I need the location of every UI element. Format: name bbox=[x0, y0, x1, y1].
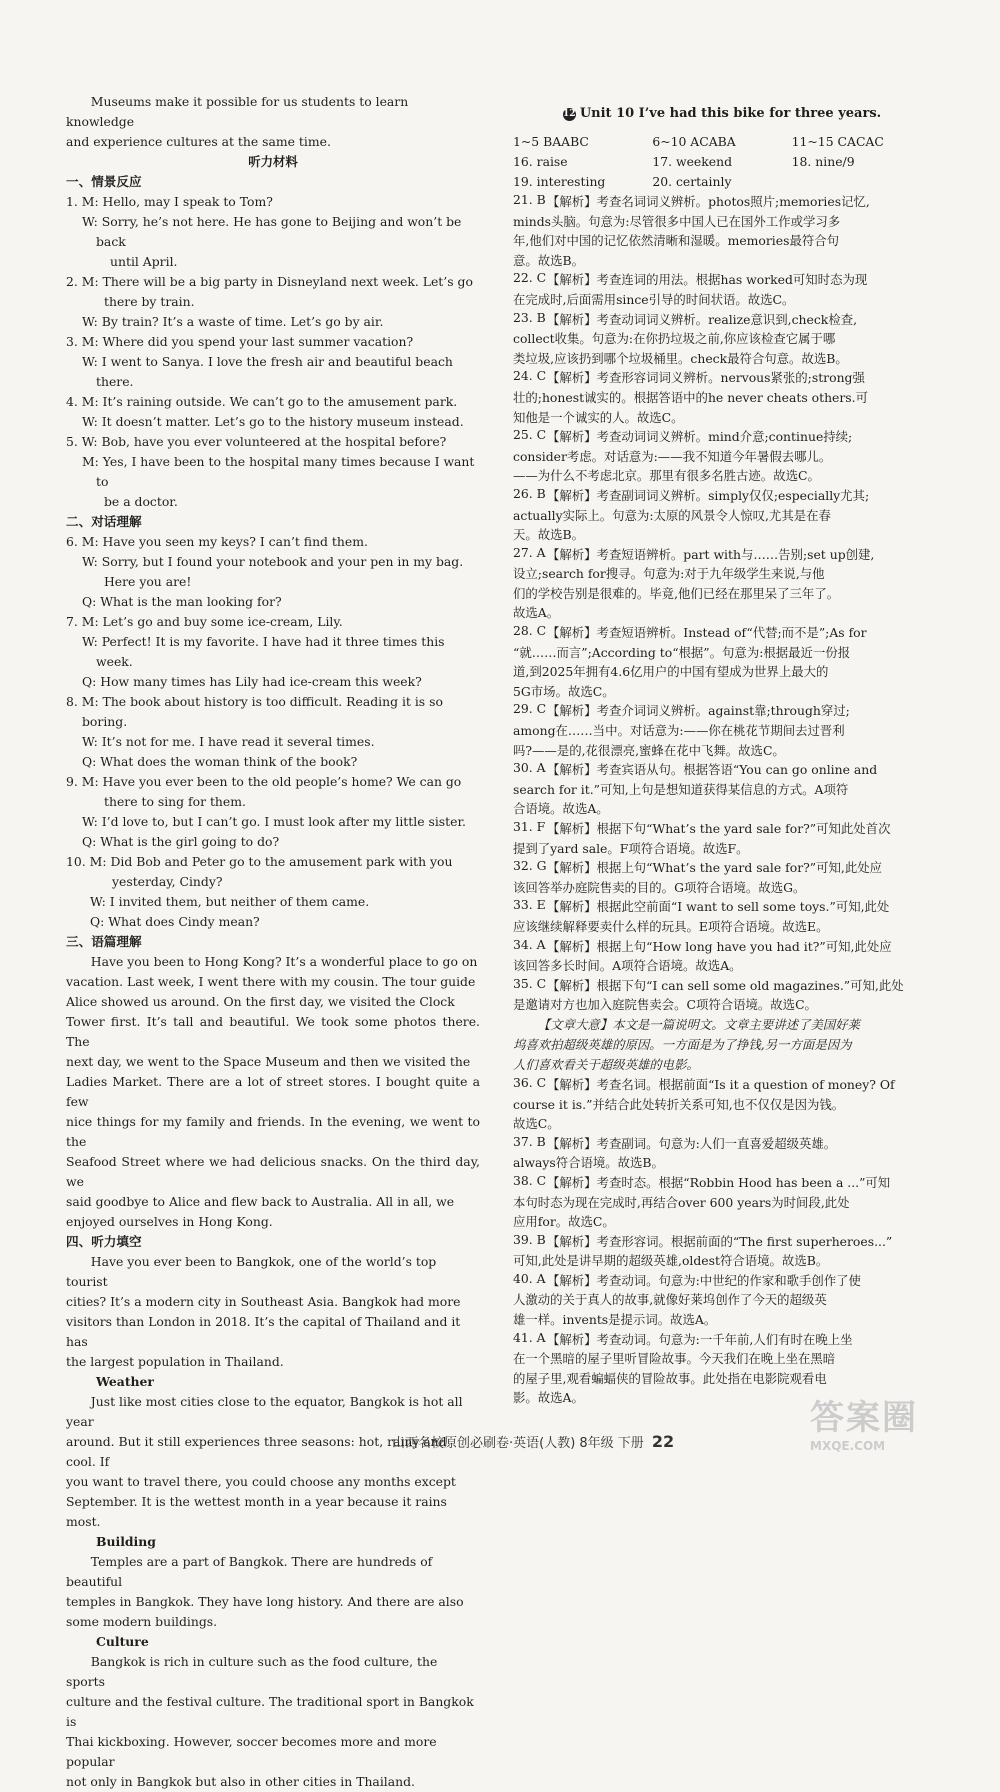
question-number: 35. C bbox=[513, 975, 547, 991]
explanation-line: 【解析】考查名词词义辨析。photos照片;memories记忆, bbox=[547, 194, 870, 209]
question-number: 40. A bbox=[513, 1270, 546, 1286]
dialog-line: 3. M: Where did you spend your last summer vacation? bbox=[66, 334, 414, 349]
dialog-line: Q: What is the girl going to do? bbox=[82, 834, 280, 849]
answer-cell: 11~15 CACAC bbox=[791, 134, 884, 149]
explanation-line: search for it.”可知,上句是想知道获得某信息的方式。A项符 bbox=[513, 781, 849, 797]
dialog-line: Here you are! bbox=[104, 574, 192, 589]
passage-line: vacation. Last week, I went there with my cousin. The tour guide bbox=[66, 974, 476, 989]
question-number: 21. B bbox=[513, 192, 546, 207]
explanation-item bbox=[513, 310, 931, 369]
explanation-line: 5G市场。故选C。 bbox=[513, 683, 615, 699]
explanation-item bbox=[513, 1173, 931, 1232]
dialog-line: 5. W: Bob, have you ever volunteered at the hospital before? bbox=[66, 434, 447, 449]
explanation-line: 合语境。故选A。 bbox=[513, 801, 609, 817]
passage-line: visitors than London in 2018. It’s the capital of Thailand and it has bbox=[66, 1314, 461, 1349]
subheading-culture: Culture bbox=[96, 1634, 149, 1649]
explanation-line: 【解析】根据上句“What’s the yard sale for?”可知,此处应 bbox=[547, 860, 883, 876]
question-number: 37. B bbox=[513, 1133, 546, 1149]
dialog-line: W: It doesn’t matter. Let’s go to the history museum instead. bbox=[82, 414, 464, 429]
footer-text: 山西名校原创必刷卷·英语(人教) 8年级 下册 bbox=[392, 1436, 644, 1451]
explanation-line: 【解析】考查动词。句意为:中世纪的作家和歌手创作了使 bbox=[547, 1272, 861, 1288]
subheading-weather: Weather bbox=[96, 1374, 154, 1389]
passage-line: culture and the festival culture. The traditional sport in Bangkok is bbox=[66, 1694, 474, 1729]
dialog-line: W: Sorry, he’s not here. He has gone to Beijing and won’t be back bbox=[82, 214, 462, 249]
explanation-line: 【解析】根据下句“I can sell some old magazines.”可知,此处 bbox=[547, 977, 904, 993]
explanation-line: 道,到2025年拥有4.6亿用户的中国有望成为世界上最大的 bbox=[513, 664, 829, 680]
explanation-item bbox=[513, 486, 931, 545]
question-number: 23. B bbox=[513, 309, 546, 325]
explanation-line: actually实际上。句意为:太原的风景令人惊叹,尤其是在春 bbox=[513, 507, 831, 523]
dialog-line: W: Perfect! It is my favorite. I have had it three times this week. bbox=[82, 634, 445, 669]
explanation-item bbox=[513, 937, 931, 976]
answer-cell-empty bbox=[792, 172, 931, 192]
explanation-line: 【解析】根据下句“What’s the yard sale for?”可知此处首次 bbox=[547, 821, 891, 836]
passage bbox=[66, 952, 480, 1232]
answer-row bbox=[513, 132, 931, 152]
passage-line: around. But it still experiences three seasons: hot, rainy and cool. If bbox=[66, 1434, 447, 1469]
dialog-line: 7. M: Let’s go and buy some ice-cream, Lily. bbox=[66, 614, 343, 629]
right-column bbox=[513, 104, 931, 1408]
question-number: 26. B bbox=[513, 485, 546, 501]
explanation-line: 【解析】考查副词。句意为:人们一直喜爱超级英雄。 bbox=[547, 1135, 837, 1151]
intro-line: Museums make it possible for us students to learn knowledge bbox=[66, 94, 409, 129]
watermark-logo: 答案圈 bbox=[810, 1398, 918, 1438]
passage-line: Temples are a part of Bangkok. There are hundreds of beautiful bbox=[66, 1554, 433, 1589]
explanation-line: 知他是一个诚实的人。故选C。 bbox=[513, 409, 684, 425]
question-number: 25. C bbox=[513, 427, 547, 443]
passage-line: Have you ever been to Bangkok, one of the world’s top tourist bbox=[66, 1254, 437, 1289]
question-number: 24. C bbox=[513, 368, 547, 384]
dialog-line: M: Yes, I have been to the hospital many times because I want to bbox=[82, 454, 475, 489]
passage-line: Have you been to Hong Kong? It’s a wonderful place to go on bbox=[90, 954, 478, 969]
explanation-line: 【解析】根据上句“How long have you had it?”可知,此处应 bbox=[547, 938, 892, 954]
left-column bbox=[66, 92, 480, 1792]
explanation-item bbox=[513, 760, 931, 819]
explanation-item bbox=[513, 976, 931, 1015]
answer-cell: 17. weekend bbox=[652, 154, 732, 169]
section-title: 听力材料 bbox=[248, 154, 298, 169]
explanation-line: 人激动的关于真人的故事,就像好莱坞创作了今天的超级英 bbox=[513, 1292, 827, 1308]
explanation-item bbox=[513, 1075, 931, 1134]
explanation-line: 【解析】考查介词词义辨析。against靠;through穿过; bbox=[547, 703, 850, 719]
explanation-item bbox=[513, 1134, 931, 1173]
explanation-line: 应用for。故选C。 bbox=[513, 1214, 615, 1230]
dialog-line: W: By train? It’s a waste of time. Let’s go by air. bbox=[82, 314, 384, 329]
explanation-line: course it is.”并结合此处转折关系可知,也不仅仅是因为钱。 bbox=[513, 1096, 845, 1112]
question-number: 34. A bbox=[513, 936, 546, 952]
answer-cell: 20. certainly bbox=[652, 174, 732, 189]
answer-cell: 18. nine/9 bbox=[791, 154, 855, 169]
explanation-line: consider考虑。对话意为:——我不知道今年暑假去哪儿。 bbox=[513, 448, 832, 464]
explanation-line: 在完成时,后面需用since引导的时间状语。故选C。 bbox=[513, 291, 795, 307]
intro-line: and experience cultures at the same time. bbox=[66, 134, 331, 149]
unit-number-badge: 12 bbox=[563, 109, 576, 119]
dialog-line: Q: What does the woman think of the book? bbox=[82, 754, 358, 769]
dialog-line: W: I invited them, but neither of them came. bbox=[90, 894, 370, 909]
passage-line: temples in Bangkok. They have long history. And there are also bbox=[66, 1594, 464, 1609]
dialog-line: 2. M: There will be a big party in Disneyland next week. Let’s go bbox=[66, 274, 473, 289]
passage-line: Bangkok is rich in culture such as the food culture, the sports bbox=[66, 1654, 438, 1689]
dialog-line: 1. M: Hello, may I speak to Tom? bbox=[66, 194, 273, 209]
explanation-line: 可知,此处是讲早期的超级英雄,oldest符合语境。故选B。 bbox=[513, 1253, 829, 1269]
question-number: 27. A bbox=[513, 544, 546, 560]
explanation-line: ——为什么不考虑北京。那里有很多名胜古迹。故选C。 bbox=[513, 468, 820, 484]
explanation-line: 【解析】考查时态。根据“Robbin Hood has been a ...”可知 bbox=[547, 1174, 891, 1190]
explanation-item bbox=[513, 545, 931, 623]
explanation-line: 壮的;honest诚实的。根据答语中的he never cheats others.可 bbox=[513, 389, 868, 405]
unit-title: Unit 10 I’ve had this bike for three years. bbox=[579, 106, 882, 121]
question-number: 41. A bbox=[513, 1329, 546, 1345]
explanation-line: 【解析】考查连词的用法。根据has worked可知时态为现 bbox=[547, 272, 868, 288]
explanation-line: 应该继续解释要卖什么样的玩具。E项符合语境。故选E。 bbox=[513, 918, 829, 934]
passage-line: Ladies Market. There are a lot of street stores. I bought quite a few bbox=[66, 1074, 480, 1109]
explanation-line: 们的学校告别是很难的。毕竟,他们已经在那里呆了三年了。 bbox=[513, 585, 840, 601]
explanation-line: among在……当中。对话意为:——你在桃花节期间去过晋利 bbox=[513, 723, 845, 739]
explanation-line: 设立;search for搜寻。句意为:对于九年级学生来说,与他 bbox=[513, 566, 825, 582]
page-number: 22 bbox=[651, 1432, 675, 1451]
explanation-item bbox=[513, 897, 931, 936]
summary-line: 人们喜欢看关于超级英雄的电影。 bbox=[513, 1056, 699, 1072]
article-summary bbox=[513, 1015, 931, 1075]
answer-cell: 19. interesting bbox=[513, 174, 606, 189]
summary-line: 【文章大意】本文是一篇说明文。文章主要讲述了美国好莱 bbox=[537, 1016, 860, 1032]
explanation-line: 天。故选B。 bbox=[513, 527, 585, 543]
explanation-line: 雄一样。invents是提示词。故选A。 bbox=[513, 1312, 717, 1328]
question-number: 29. C bbox=[513, 701, 547, 717]
explanation-line: 类垃圾,应该扔到哪个垃圾桶里。check最符合句意。故选B。 bbox=[513, 350, 848, 366]
explanation-line: 该回答多长时间。A项符合语境。故选A。 bbox=[513, 958, 742, 974]
explanation-line: 在一个黑暗的屋子里听冒险故事。今天我们在晚上坐在黑暗 bbox=[513, 1351, 836, 1367]
explanation-item bbox=[513, 858, 931, 897]
passage-line: some modern buildings. bbox=[66, 1614, 218, 1629]
explanation-line: 【解析】考查副词词义辨析。simply仅仅;especially尤其; bbox=[547, 487, 870, 503]
explanation-list bbox=[513, 1075, 931, 1408]
passage-line: said goodbye to Alice and flew back to Australia. All in all, we bbox=[66, 1194, 455, 1209]
passage-line: enjoyed ourselves in Hong Kong. bbox=[66, 1214, 273, 1229]
explanation-line: “就……而言”;According to“根据”。句意为:根据最近一份报 bbox=[513, 644, 851, 660]
explanation-line: 【解析】考查形容词词义辨析。nervous紧张的;strong强 bbox=[547, 370, 865, 386]
dialog-line: 9. M: Have you ever been to the old people’s home? We can go bbox=[66, 774, 462, 789]
section-heading: 四、听力填空 bbox=[66, 1234, 142, 1249]
answer-row bbox=[513, 172, 931, 192]
answer-cell: 1~5 BAABC bbox=[513, 134, 589, 149]
dialog-line: Q: How many times has Lily had ice-cream this week? bbox=[82, 674, 422, 689]
dialog-line: W: It’s not for me. I have read it several times. bbox=[82, 734, 375, 749]
dialog-line: W: I’d love to, but I can’t go. I must look after my little sister. bbox=[82, 814, 466, 829]
explanation-item bbox=[513, 1232, 931, 1271]
passage bbox=[66, 1252, 480, 1792]
unit-title-row bbox=[513, 104, 931, 124]
subheading-building: Building bbox=[96, 1534, 156, 1549]
explanation-item bbox=[513, 192, 931, 270]
section-heading: 二、对话理解 bbox=[66, 514, 142, 529]
dialog-line: Q: What does Cindy mean? bbox=[90, 914, 260, 929]
explanation-line: 【解析】考查宾语从句。根据答语“You can go online and bbox=[547, 762, 878, 778]
answer-row bbox=[513, 152, 931, 172]
explanation-item bbox=[513, 819, 931, 858]
explanation-line: collect收集。句意为:在你扔垃圾之前,你应该检查它属于哪 bbox=[513, 331, 836, 347]
explanation-line: 【解析】考查动词词义辨析。realize意识到,check检查, bbox=[547, 311, 858, 327]
explanation-line: 本句时态为现在完成时,再结合over 600 years为时间段,此处 bbox=[513, 1194, 850, 1210]
watermark bbox=[810, 1390, 960, 1453]
explanation-line: always符合语境。故选B。 bbox=[513, 1155, 664, 1171]
explanation-list bbox=[513, 192, 931, 1015]
explanation-line: 意。故选B。 bbox=[513, 252, 585, 268]
explanation-line: 该回答举办庭院售卖的目的。G项符合语境。故选G。 bbox=[513, 879, 806, 895]
explanation-line: 【解析】考查动词词义辨析。mind介意;continue持续; bbox=[547, 429, 853, 445]
dialog-line: there by train. bbox=[104, 294, 195, 309]
question-number: 32. G bbox=[513, 858, 547, 874]
explanation-item bbox=[513, 701, 931, 760]
explanation-line: 【解析】考查动词。句意为:一千年前,人们有时在晚上坐 bbox=[547, 1331, 853, 1347]
dialog-line: there to sing for them. bbox=[104, 794, 246, 809]
passage-line: Alice showed us around. On the first day, we visited the Clock bbox=[66, 994, 455, 1009]
passage-line: Just like most cities close to the equator, Bangkok is hot all year bbox=[66, 1394, 463, 1429]
explanation-item bbox=[513, 1271, 931, 1330]
explanation-line: 【解析】考查名词。根据前面“Is it a question of money? Of bbox=[547, 1076, 895, 1092]
explanation-item bbox=[513, 270, 931, 309]
explanation-line: 【解析】根据此空前面“I want to sell some toys.”可知,此处 bbox=[547, 899, 890, 915]
dialog-line: W: I went to Sanya. I love the fresh air and beautiful beach there. bbox=[82, 354, 453, 389]
explanation-line: 【解析】考查短语辨析。Instead of“代替;而不是”;As for bbox=[547, 625, 867, 641]
passage-line: Seafood Street where we had delicious snacks. On the third day, we bbox=[66, 1154, 480, 1189]
question-number: 22. C bbox=[513, 270, 547, 286]
explanation-line: 【解析】考查短语辨析。part with与……告别;set up创建, bbox=[547, 546, 875, 562]
dialog-line: 6. M: Have you seen my keys? I can’t find them. bbox=[66, 534, 368, 549]
explanation-item bbox=[513, 368, 931, 427]
dialog-line: Q: What is the man looking for? bbox=[82, 594, 282, 609]
dialog-line: 10. M: Did Bob and Peter go to the amusement park with you bbox=[66, 854, 453, 869]
summary-line: 坞喜欢拍超级英雄的原因。一方面是为了挣钱,另一方面是因为 bbox=[513, 1036, 852, 1052]
passage-line: September. It is the wettest month in a year because it rains most. bbox=[66, 1494, 447, 1529]
dialog-line: be a doctor. bbox=[104, 494, 178, 509]
question-number: 30. A bbox=[513, 760, 546, 776]
explanation-line: 影。故选A。 bbox=[513, 1390, 584, 1406]
passage-line: not only in Bangkok but also in other cities in Thailand. bbox=[66, 1774, 415, 1789]
question-number: 38. C bbox=[513, 1172, 547, 1188]
passage-line: the largest population in Thailand. bbox=[66, 1354, 284, 1369]
explanation-line: 【解析】考查形容词。根据前面的“The first superheroes...” bbox=[547, 1233, 893, 1249]
dialog-line: W: Sorry, but I found your notebook and your pen in my bag. bbox=[82, 554, 464, 569]
passage-line: nice things for my family and friends. In the evening, we went to the bbox=[66, 1114, 480, 1149]
dialog-line: 8. M: The book about history is too difficult. Reading it is so boring. bbox=[66, 694, 443, 729]
section-heading: 三、语篇理解 bbox=[66, 934, 142, 949]
explanation-line: 年,他们对中国的记忆依然清晰和湿暖。memories最符合句 bbox=[513, 233, 840, 249]
section-heading: 一、情景反应 bbox=[66, 174, 142, 189]
question-number: 33. E bbox=[513, 897, 546, 913]
answer-cell: 6~10 ACABA bbox=[652, 134, 736, 149]
explanation-line: 吗?——是的,花很漂亮,蜜蜂在花中飞舞。故选C。 bbox=[513, 742, 785, 758]
question-number: 31. F bbox=[513, 819, 546, 834]
dialog-line: until April. bbox=[110, 254, 178, 269]
passage-line: Tower first. It’s tall and beautiful. We took some photos there. The bbox=[66, 1014, 480, 1049]
answer-cell: 16. raise bbox=[513, 154, 568, 169]
explanation-line: 提到了yard sale。F项符合语境。故选F。 bbox=[513, 840, 749, 856]
explanation-line: 故选A。 bbox=[513, 605, 560, 621]
explanation-line: 故选C。 bbox=[513, 1116, 560, 1132]
question-number: 39. B bbox=[513, 1231, 546, 1247]
passage-line: you want to travel there, you could choose any months except bbox=[66, 1474, 456, 1489]
passage-line: cities? It’s a modern city in Southeast Asia. Bangkok had more bbox=[66, 1294, 461, 1309]
passage-line: Thai kickboxing. However, soccer becomes more and more popular bbox=[66, 1734, 437, 1769]
dialog-line: 4. M: It’s raining outside. We can’t go to the amusement park. bbox=[66, 394, 458, 409]
explanation-line: 的屋子里,观看蝙蝠侠的冒险故事。此处指在电影院观看电 bbox=[513, 1370, 827, 1386]
explanation-item bbox=[513, 623, 931, 701]
watermark-url: MXQE.COM bbox=[810, 1439, 886, 1453]
explanation-item bbox=[513, 427, 931, 486]
question-number: 36. C bbox=[513, 1074, 547, 1090]
question-number: 28. C bbox=[513, 623, 547, 639]
explanation-line: 是邀请对方也加入庭院售卖会。C项符合语境。故选C。 bbox=[513, 997, 817, 1013]
dialog-line: yesterday, Cindy? bbox=[112, 874, 223, 889]
explanation-line: minds头脑。句意为:尽管很多中国人已在国外工作或学习多 bbox=[513, 213, 841, 229]
passage-line: next day, we went to the Space Museum and then we visited the bbox=[66, 1054, 471, 1069]
